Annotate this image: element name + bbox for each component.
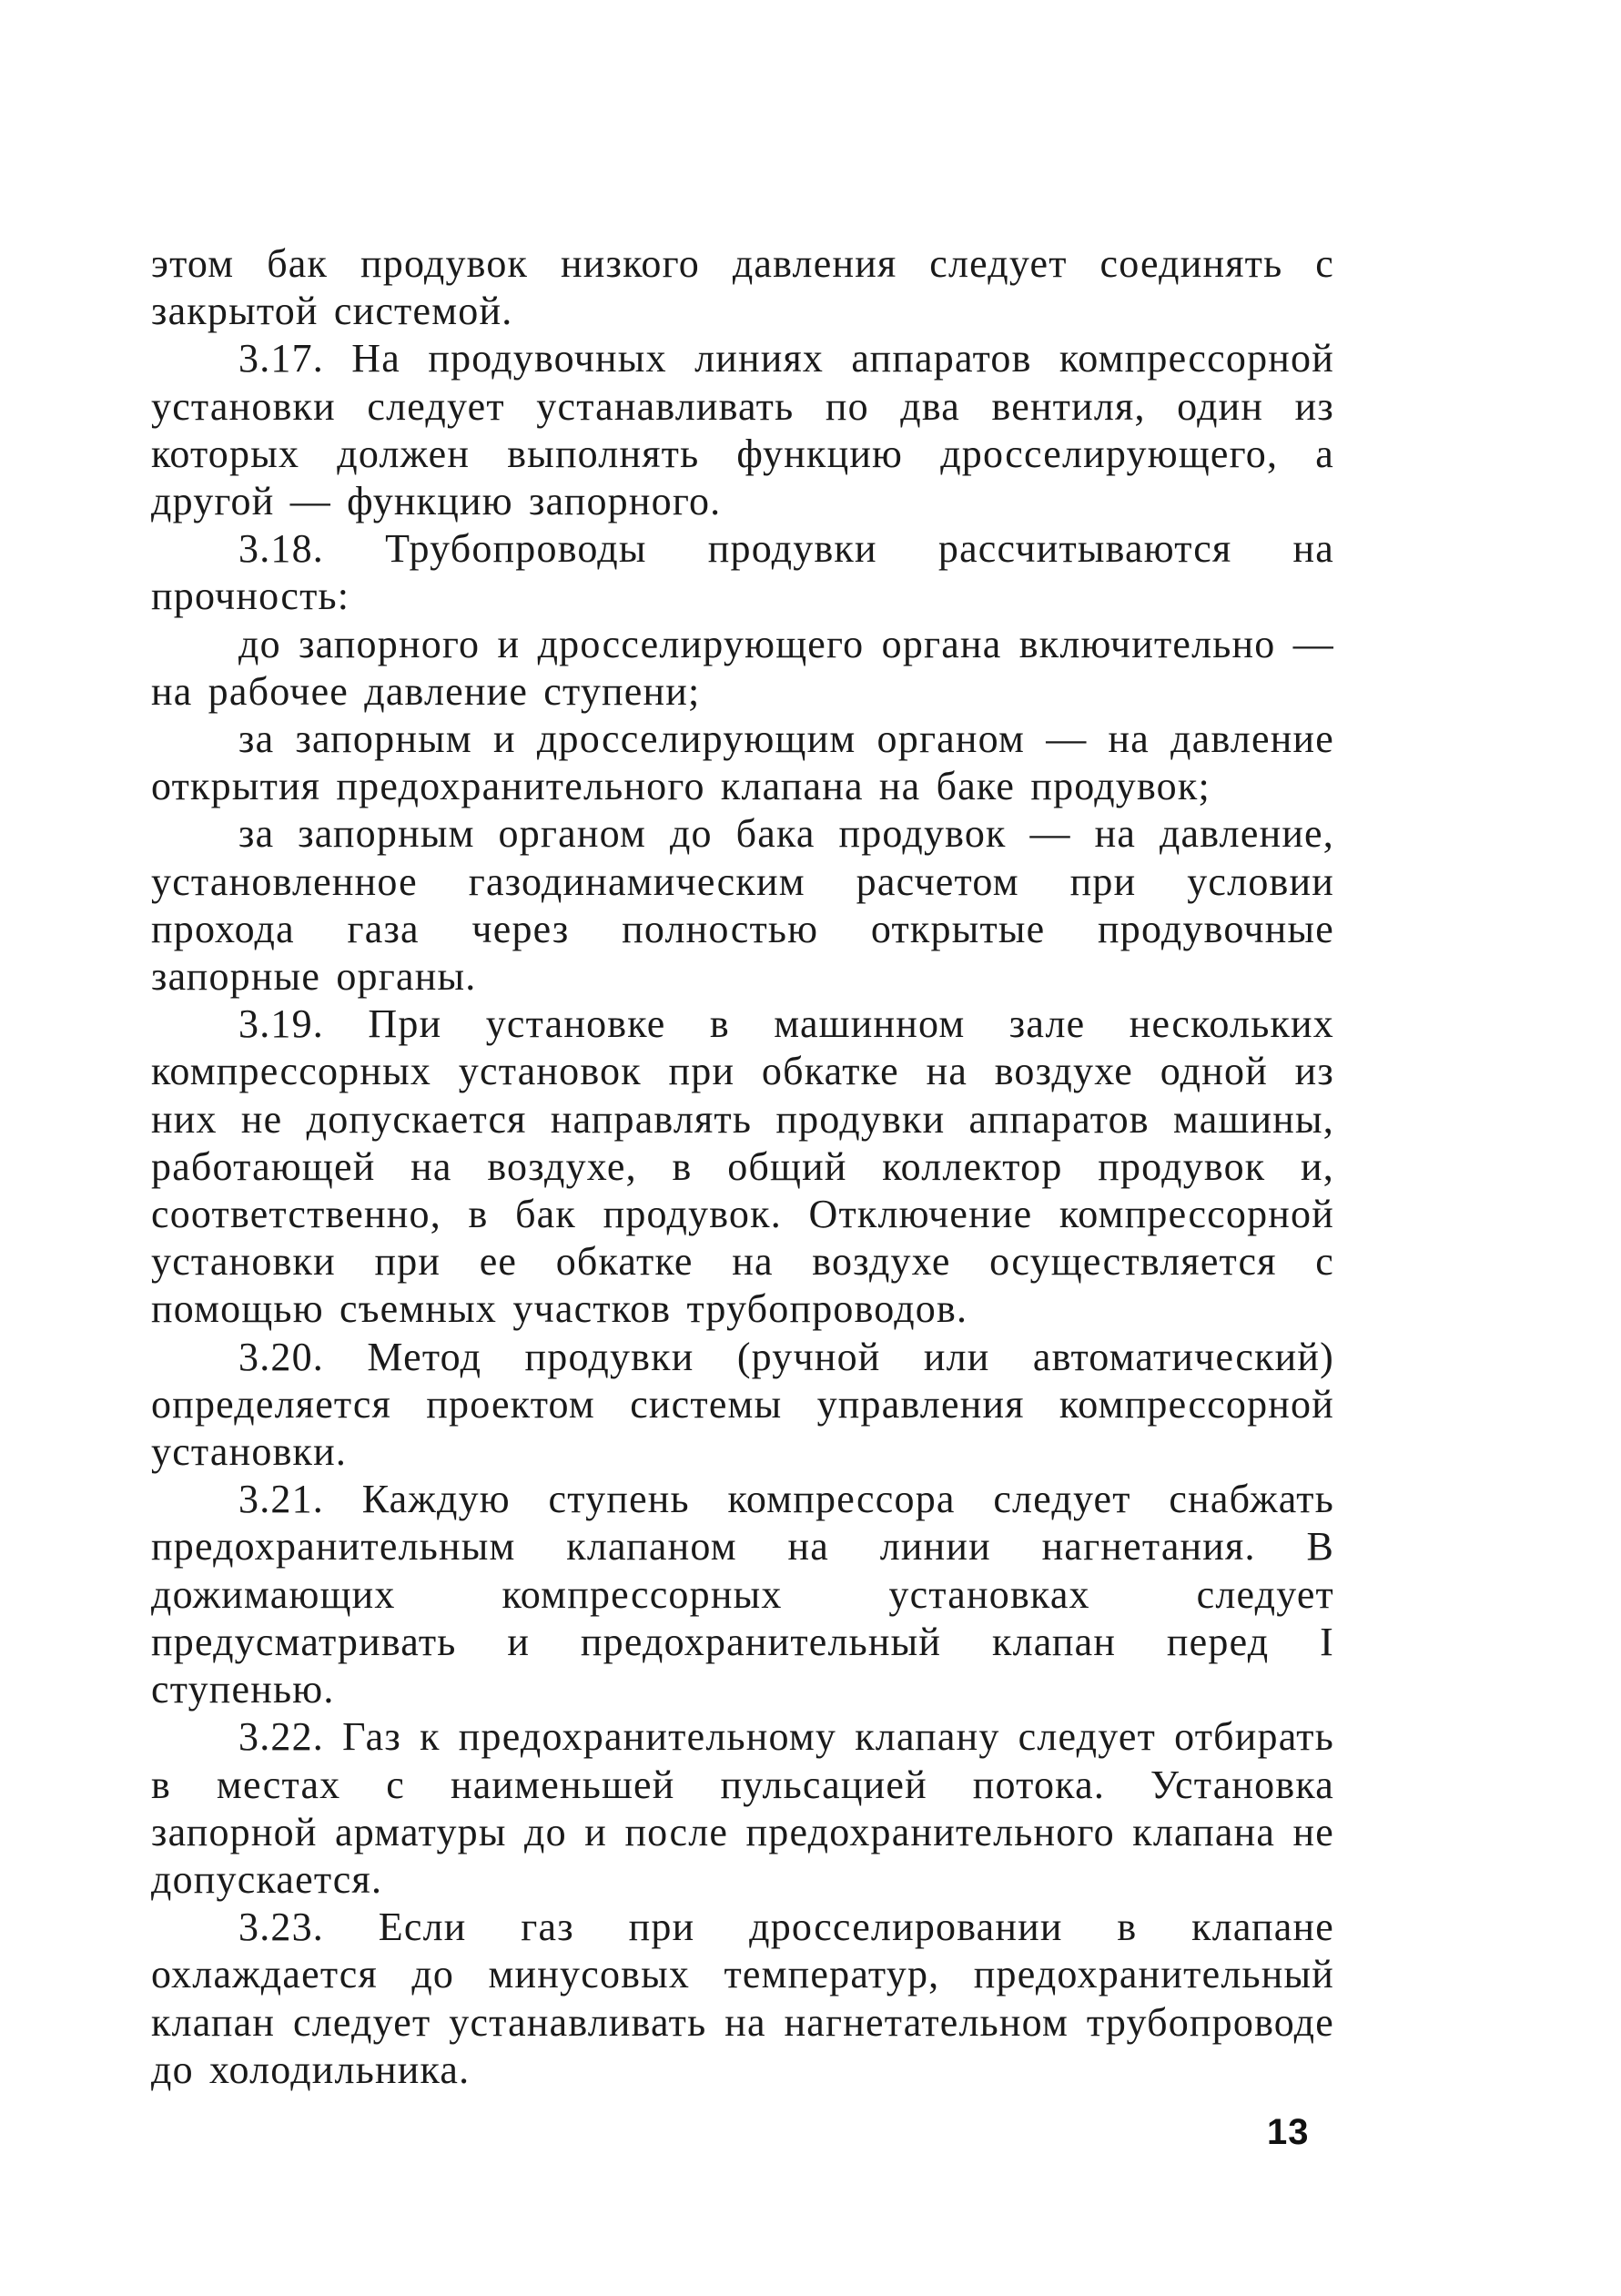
- paragraph-3-17: 3.17. На продувочных линиях аппаратов компрессорной установки следует устанавливать по два вентиля, один из которых должен выполнять функцию дросселирующего, а другой — функцию запорного.: [151, 336, 1334, 524]
- paragraph-continuation: этом бак продувок низкого давления следует соединять с закрытой системой.: [151, 241, 1334, 334]
- paragraph-3-22: 3.22. Газ к предохранительному клапану следует отбирать в местах с наименьшей пульсацией потока. Установка запорной арматуры до и после предохранительного клапана не допускается.: [151, 1714, 1334, 1902]
- page-number: 13: [1267, 2112, 1310, 2152]
- paragraph-3-19: 3.19. При установке в машинном зале нескольких компрессорных установок при обкатке на воздухе одной из них не допускается направлять продувки аппаратов машины, работающей на воздухе, в общий коллектор продувок и, соответственно, в бак продувок. Отключение компрессорной установки при ее обкатке на воздухе осуществляется с помощью съемных участков трубопроводов.: [151, 1001, 1334, 1332]
- paragraph-3-23: 3.23. Если газ при дросселировании в клапане охлаждается до минусовых температур, предохранительный клапан следует устанавливать на нагнетательном трубопроводе до холодильника.: [151, 1905, 1334, 2092]
- paragraph-3-18-item-2: за запорным и дросселирующим органом — на давление открытия предохранительного клапана на баке продувок;: [151, 716, 1334, 809]
- paragraph-3-20: 3.20. Метод продувки (ручной или автоматический) определяется проектом системы управления компрессорной установки.: [151, 1334, 1334, 1475]
- paragraph-3-18-item-3: за запорным органом до бака продувок — на давление, установленное газодинамическим расчетом при условии прохода газа через полностью открытые продувочные запорные органы.: [151, 811, 1334, 1000]
- body-text: [151, 240, 1334, 2094]
- paragraph-3-21: 3.21. Каждую ступень компрессора следует снабжать предохранительным клапаном на линии нагнетания. В дожимающих компрессорных установках следует предусматривать и предохранительный клапан перед I ступенью.: [151, 1477, 1334, 1712]
- paragraph-3-18-item-1: до запорного и дросселирующего органа включительно — на рабочее давление ступени;: [151, 621, 1334, 714]
- paragraph-3-18: 3.18. Трубопроводы продувки рассчитываются на прочность:: [151, 526, 1334, 619]
